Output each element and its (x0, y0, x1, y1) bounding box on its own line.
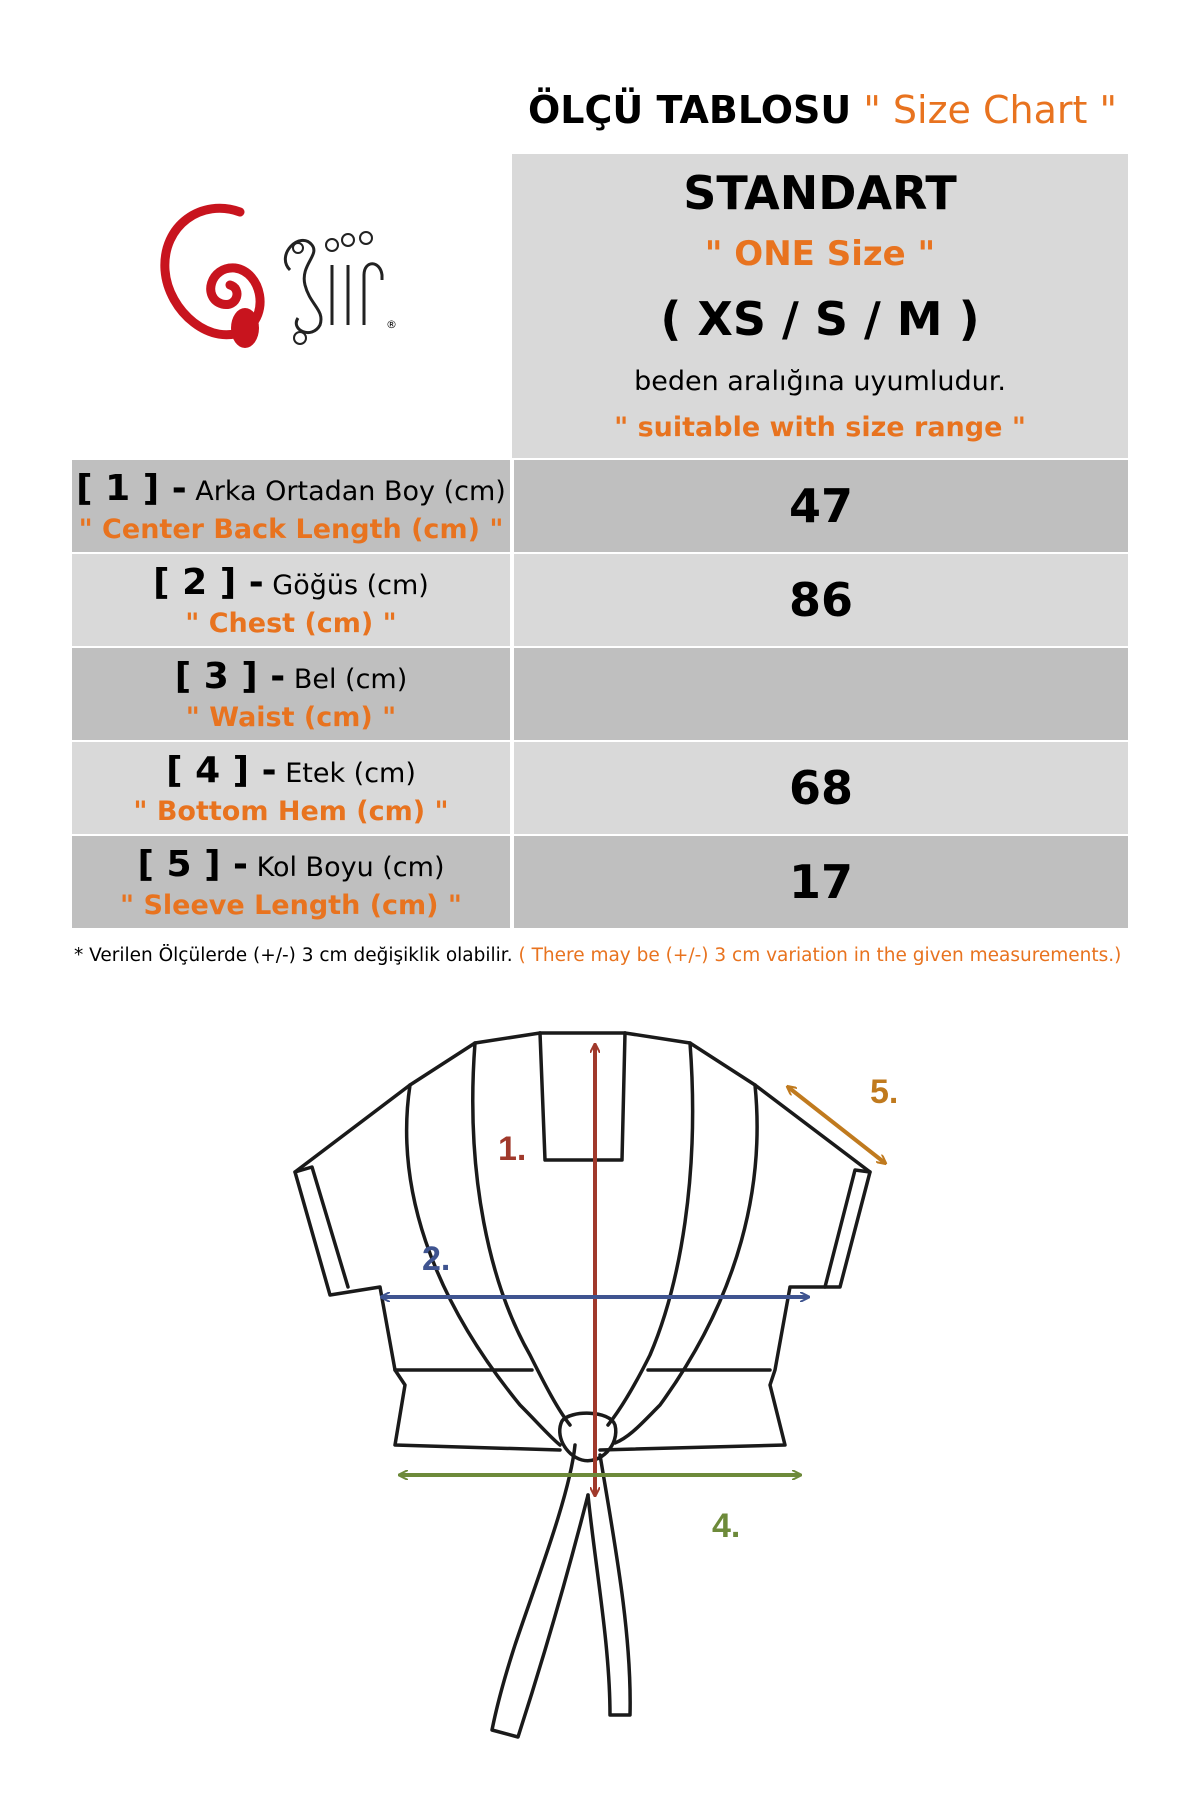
brand-logo (150, 200, 450, 360)
one-size-label: " ONE Size " (704, 234, 936, 274)
row-label-tr: Kol Boyu (cm) (256, 852, 445, 883)
row-value: 86 (514, 554, 1128, 646)
row-number: [ 1 ] - (76, 468, 187, 509)
row-label-tr: Etek (cm) (285, 758, 416, 789)
sleeve-label: 5. (870, 1073, 899, 1111)
page-title (528, 88, 1128, 132)
standart-label: STANDART (683, 166, 957, 220)
suitable-tr: beden aralığına uyumludur. (634, 366, 1006, 397)
row-label (72, 460, 510, 552)
row-value: 17 (514, 836, 1128, 928)
row-label (72, 836, 510, 928)
suitable-en: " suitable with size range " (614, 412, 1026, 443)
length-label: 1. (498, 1130, 527, 1168)
row-label-en: " Sleeve Length (cm) " (120, 890, 462, 921)
hem-label: 4. (712, 1507, 741, 1545)
svg-text:®: ® (386, 318, 397, 331)
row-label (72, 742, 510, 834)
row-label-en: " Waist (cm) " (185, 702, 397, 733)
table-row (72, 460, 1128, 552)
chest-label: 2. (422, 1240, 451, 1278)
row-value: 47 (514, 460, 1128, 552)
note-en: ( There may be (+/-) 3 cm variation in the given measurements.) (518, 945, 1122, 966)
row-number: [ 5 ] - (137, 844, 248, 885)
row-label-tr: Bel (cm) (293, 664, 408, 695)
garment-outline (295, 1033, 870, 1737)
size-header (512, 154, 1128, 458)
row-number: [ 4 ] - (166, 750, 277, 791)
row-label-tr: Göğüs (cm) (272, 570, 429, 601)
size-range: ( XS / S / M ) (660, 292, 980, 346)
row-label-en: " Center Back Length (cm) " (78, 514, 504, 545)
row-value: 68 (514, 742, 1128, 834)
row-label (72, 648, 510, 740)
table-row (72, 742, 1128, 834)
row-value (514, 648, 1128, 740)
note-tr: * Verilen Ölçülerde (+/-) 3 cm değişiklik olabilir. (74, 945, 513, 966)
row-label-tr: Arka Ortadan Boy (cm) (195, 476, 506, 507)
variation-note (74, 945, 1121, 966)
row-label-en: " Chest (cm) " (185, 608, 397, 639)
title-en: " Size Chart " (863, 88, 1117, 132)
title-tr: ÖLÇÜ TABLOSU (528, 88, 852, 132)
row-number: [ 2 ] - (153, 562, 264, 603)
table-row (72, 836, 1128, 928)
table-row (72, 648, 1128, 740)
row-number: [ 3 ] - (174, 656, 286, 697)
row-label-en: " Bottom Hem (cm) " (133, 796, 449, 827)
table-row (72, 554, 1128, 646)
row-label (72, 554, 510, 646)
garment-diagram (270, 1025, 950, 1755)
